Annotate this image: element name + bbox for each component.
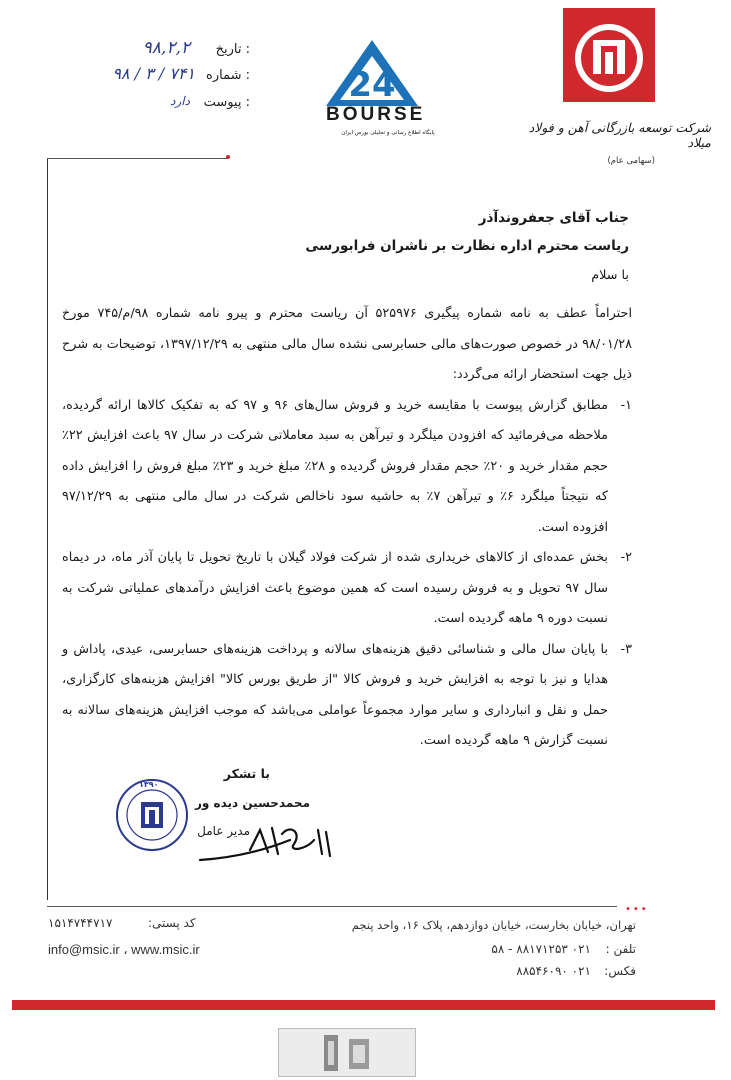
- watermark-emblem-icon: [279, 1029, 415, 1076]
- frame-dots: •••: [625, 904, 649, 915]
- company-stamp: [115, 778, 189, 852]
- list-item-number: ۲-: [620, 550, 632, 565]
- address: تهران، خیابان بخارست، خیابان دوازدهم، پلاک ۱۶، واحد پنجم: [351, 918, 636, 932]
- attachment-value: دارد: [170, 94, 190, 108]
- letter-body: [62, 210, 632, 757]
- frame-left-line: [47, 158, 48, 900]
- company-emblem-icon: [563, 8, 655, 102]
- intro-paragraph: احتراماً عطف به نامه شماره پیگیری ۵۲۵۹۷۶ آن ریاست محترم و پیرو نامه شماره ۹۸/م/۷۴۵ مورخ ۹۸/۰۱/۲۸ در خصوص صورت‌های مالی حسابرسی نشده سال مالی منتهی به ۱۳۹۷/۱۲/۲۹، توضیحات به شرح ذیل جهت استحضار ارائه می‌گردد:: [62, 306, 632, 382]
- postal-code: ۱۵۱۴۷۴۴۷۱۷: [48, 916, 113, 930]
- list-item-number: ۳-: [620, 641, 632, 657]
- bourse-triangle-icon: [322, 38, 452, 110]
- scan-fragment: [278, 1028, 416, 1077]
- list-item: [62, 543, 632, 635]
- frame-dot-red: [226, 155, 230, 159]
- fax-label: فکس:: [604, 964, 636, 978]
- svg-text:24: 24: [348, 65, 396, 105]
- recipient-title: ریاست محترم اداره نظارت بر ناشران فرابورسی: [305, 238, 629, 254]
- stamp-year: ۱۳۹۰: [139, 780, 159, 789]
- letter-header: [0, 0, 731, 190]
- postal-label: کد پستی:: [148, 916, 196, 930]
- company-logo: [520, 8, 715, 168]
- number-label: شماره :: [206, 68, 250, 83]
- bourse-caption: پایگاه اطلاع رسانی و تحلیلی بورس ایران: [341, 130, 435, 136]
- footer: [0, 910, 731, 990]
- signer-name: محمدحسین دیده ور: [194, 796, 310, 810]
- list-item-text: بخش عمده‌ای از کالاهای خریداری شده از شرکت فولاد گیلان با تاریخ تحویل تا پایان آذر ماه، در دیماه سال ۹۷ تحویل و به فروش رسیده است که همین موضوع باعث افزایش درآمدهای عملیاتی شرکت به نسبت دوره ۹ ماهه گردیده است.: [62, 550, 608, 626]
- list-item-text: با پایان سال مالی و شناسائی دقیق هزینه‌های سالانه و پرداخت هزینه‌های حسابرسی، عیدی، پاداش و هدایا و نیز با توجه به افزایش خرید و فروش کالا "از طریق بورس کالا" افزایش هزینه‌های کارگزاری، حمل و نقل و انبارداری و سایر موارد مجموعاً عواملی می‌باشد که موجب افزایش هزینه‌های سالانه به نسبت گزارش ۹ ماهه گردیده است.: [62, 641, 608, 748]
- bourse-logo: [322, 38, 452, 150]
- list-item: [62, 635, 632, 757]
- company-name: شرکت توسعه بازرگانی آهن و فولاد میلاد: [528, 120, 711, 150]
- phone-label: تلفن :: [605, 942, 636, 956]
- bourse-wordmark: BOURSE: [326, 104, 426, 125]
- attachment-label: پیوست :: [203, 95, 250, 110]
- list-item-number: ۱-: [620, 397, 632, 413]
- date-label: تاریخ :: [215, 42, 250, 57]
- handwritten-signature-icon: [190, 810, 340, 870]
- recipient-name: جناب آقای جعفروندآذر: [478, 210, 629, 226]
- company-stamp-icon: [115, 778, 189, 852]
- list-item: [62, 391, 632, 544]
- signer-title: مدیر عامل: [197, 824, 250, 838]
- website-email: info@msic.ir ، www.msic.ir: [48, 942, 200, 957]
- frame-bottom-line: [47, 906, 617, 907]
- closing-text: با تشکر: [223, 766, 270, 781]
- phone-value: ۰۲۱ ۸۸۱۷۱۲۵۳ - ۵۸: [491, 942, 591, 956]
- number-value: ۹۸ / ۳ / ۷۴۱: [112, 64, 195, 83]
- list-item-text: مطابق گزارش پیوست با مقایسه خرید و فروش سال‌های ۹۶ و ۹۷ که به تفکیک کالاها ارائه گردیده، ملاحظه می‌فرمائید که افزودن میلگرد و تیرآهن به سبد معاملاتی شرکت در سال ۹۷ باعث افزایش ۲۲٪ حجم مقدار خرید و ۲۰٪ حجم مقدار فروش گردیده و ۲۸٪ مبلغ خرید و ۲۳٪ مبلغ فروش را افزایش داده که نتیجتاً میلگرد ۶٪ و تیرآهن ۷٪ به حاشیه سود ناخالص شرکت در سال مالی منتهی به ۹۷/۱۲/۲۹ افزوده است.: [62, 397, 609, 535]
- fax-value: ۰۲۱ ۸۸۵۴۶۰۹۰: [516, 964, 591, 978]
- footer-red-band: [12, 1000, 715, 1010]
- frame-top-line: [47, 158, 227, 159]
- meta-block: [60, 38, 250, 118]
- greeting: با سلام: [591, 268, 629, 283]
- company-type: (سهامی عام): [607, 156, 655, 166]
- date-value: ۹۸,۲,۲: [142, 38, 190, 58]
